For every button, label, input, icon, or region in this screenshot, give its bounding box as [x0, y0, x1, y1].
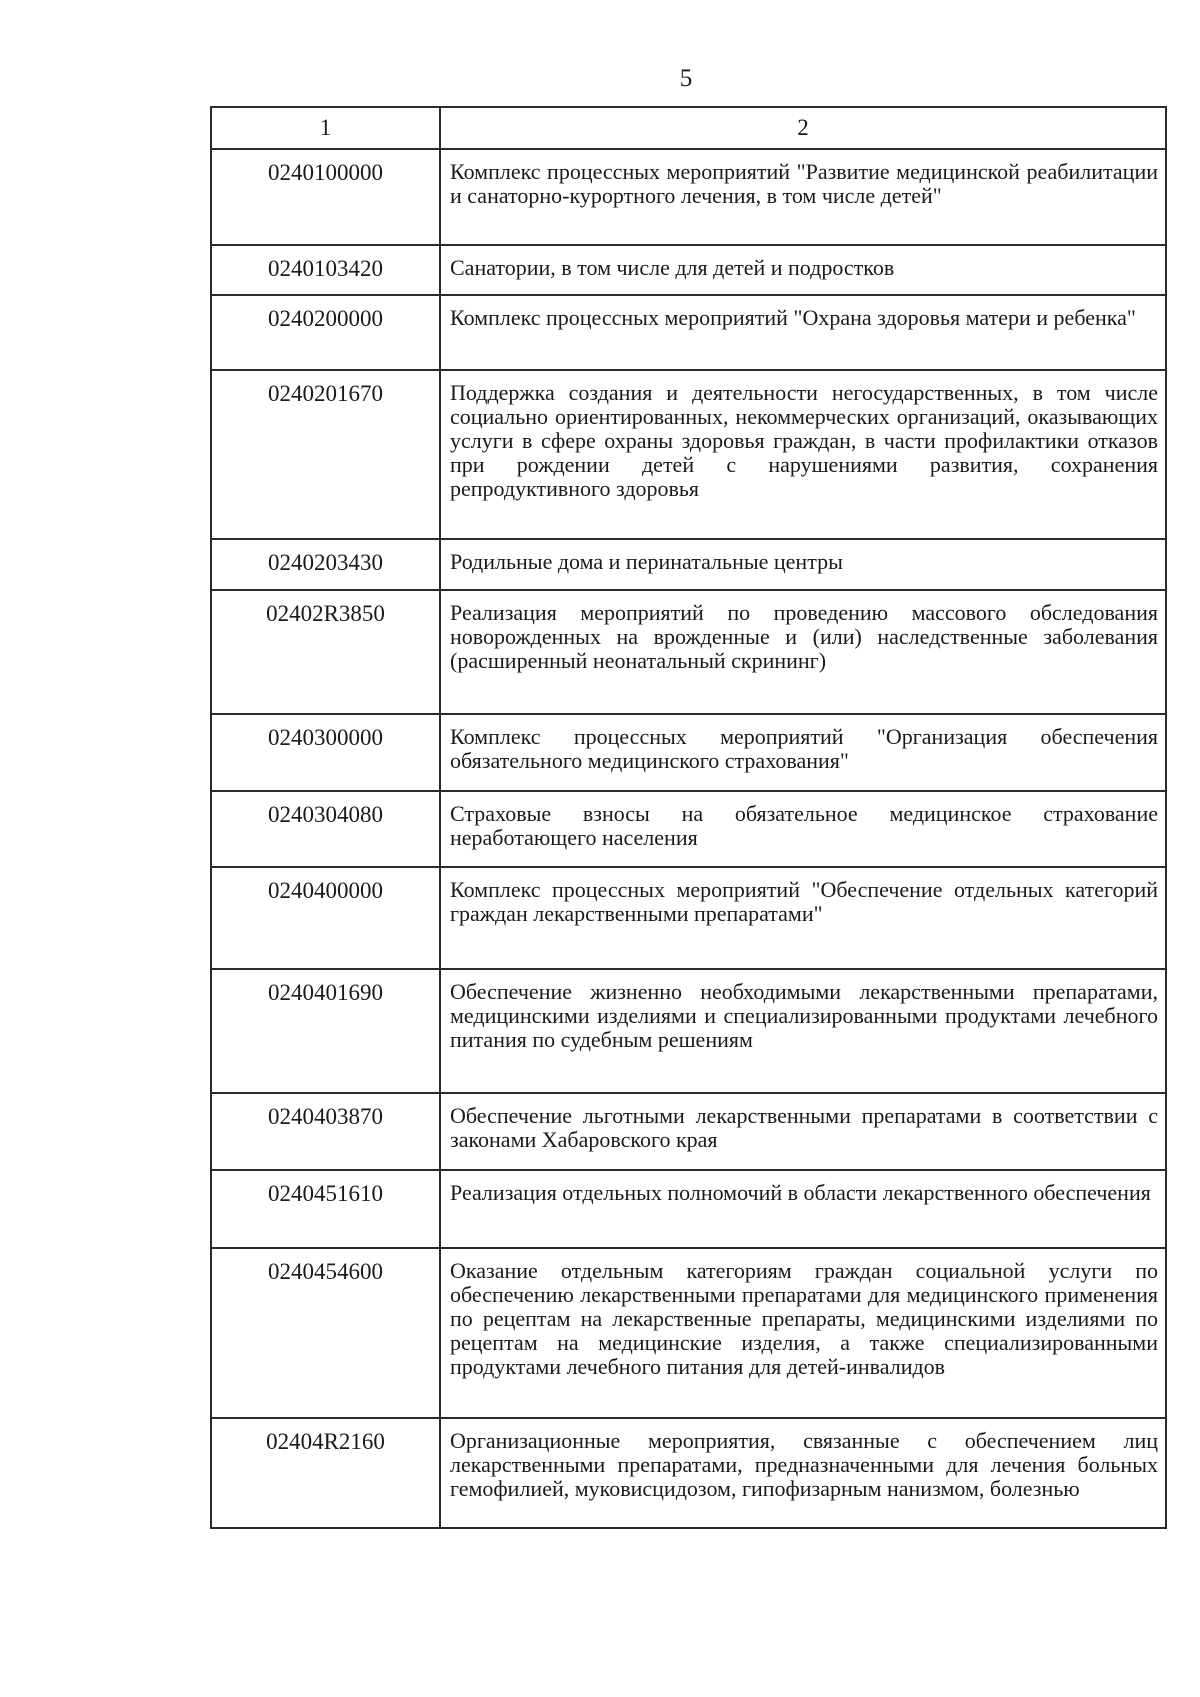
table-row	[211, 1418, 1166, 1528]
row-name: Комплекс процессных мероприятий "Развитие медицинской реабилитации и санаторно-курортного лечения, в том числе детей"	[440, 149, 1166, 245]
row-code: 0240401690	[211, 969, 440, 1093]
row-name: Комплекс процессных мероприятий "Организация обеспечения обязательного медицинского страхования"	[440, 714, 1166, 791]
row-code: 0240300000	[211, 714, 440, 791]
table-row	[211, 1248, 1166, 1418]
row-name: Реализация отдельных полномочий в области лекарственного обеспечения	[440, 1170, 1166, 1248]
budget-classification-table	[210, 106, 1167, 1529]
table-row	[211, 370, 1166, 539]
row-code: 0240304080	[211, 791, 440, 867]
row-code: 0240403870	[211, 1093, 440, 1170]
table-row	[211, 791, 1166, 867]
row-name: Комплекс процессных мероприятий "Обеспечение отдельных категорий граждан лекарственными препаратами"	[440, 867, 1166, 969]
row-code: 0240203430	[211, 539, 440, 590]
row-code: 0240100000	[211, 149, 440, 245]
table-row	[211, 539, 1166, 590]
table-row	[211, 295, 1166, 370]
row-name: Организационные мероприятия, связанные с обеспечением лиц лекарственными препаратами, предназначенными для лечения больных гемофилией, муковисцидозом, гипофизарным нанизмом, болезнью	[440, 1418, 1166, 1528]
table-row	[211, 590, 1166, 714]
table-row	[211, 969, 1166, 1093]
row-name: Страховые взносы на обязательное медицинское страхование неработающего населения	[440, 791, 1166, 867]
table-row	[211, 1170, 1166, 1248]
row-code: 02404R2160	[211, 1418, 440, 1528]
page-number: 5	[679, 65, 693, 92]
row-name: Обеспечение льготными лекарственными препаратами в соответствии с законами Хабаровского края	[440, 1093, 1166, 1170]
row-name: Обеспечение жизненно необходимыми лекарственными препаратами, медицинскими изделиями и специализированными продуктами лечебного питания по судебным решениям	[440, 969, 1166, 1093]
table-row	[211, 867, 1166, 969]
row-name: Поддержка создания и деятельности негосударственных, в том числе социально ориентированных, некоммерческих организаций, оказывающих услуги в сфере охраны здоровья граждан, в части профилактики отказов при рождении детей с нарушениями развития, сохранения репродуктивного здоровья	[440, 370, 1166, 539]
table-row	[211, 149, 1166, 245]
table-row	[211, 245, 1166, 295]
row-code: 0240451610	[211, 1170, 440, 1248]
row-name: Комплекс процессных мероприятий "Охрана здоровья матери и ребенка"	[440, 295, 1166, 370]
row-code: 0240454600	[211, 1248, 440, 1418]
column-header-code: 1	[211, 107, 440, 149]
row-code: 0240201670	[211, 370, 440, 539]
row-name: Родильные дома и перинатальные центры	[440, 539, 1166, 590]
row-code: 0240400000	[211, 867, 440, 969]
row-name: Санатории, в том числе для детей и подростков	[440, 245, 1166, 295]
row-code: 0240200000	[211, 295, 440, 370]
column-header-name: 2	[440, 107, 1166, 149]
row-name: Оказание отдельным категориям граждан социальной услуги по обеспечению лекарственными препаратами для медицинского применения по рецептам на лекарственные препараты, медицинскими изделиями по рецептам на медицинские изделия, а также специализированными продуктами лечебного питания для детей-инвалидов	[440, 1248, 1166, 1418]
table-row	[211, 1093, 1166, 1170]
row-code: 02402R3850	[211, 590, 440, 714]
table-header-row	[211, 107, 1166, 149]
row-code: 0240103420	[211, 245, 440, 295]
row-name: Реализация мероприятий по проведению массового обследования новорожденных на врожденные и (или) наследственные заболевания (расширенный неонатальный скрининг)	[440, 590, 1166, 714]
table-row	[211, 714, 1166, 791]
